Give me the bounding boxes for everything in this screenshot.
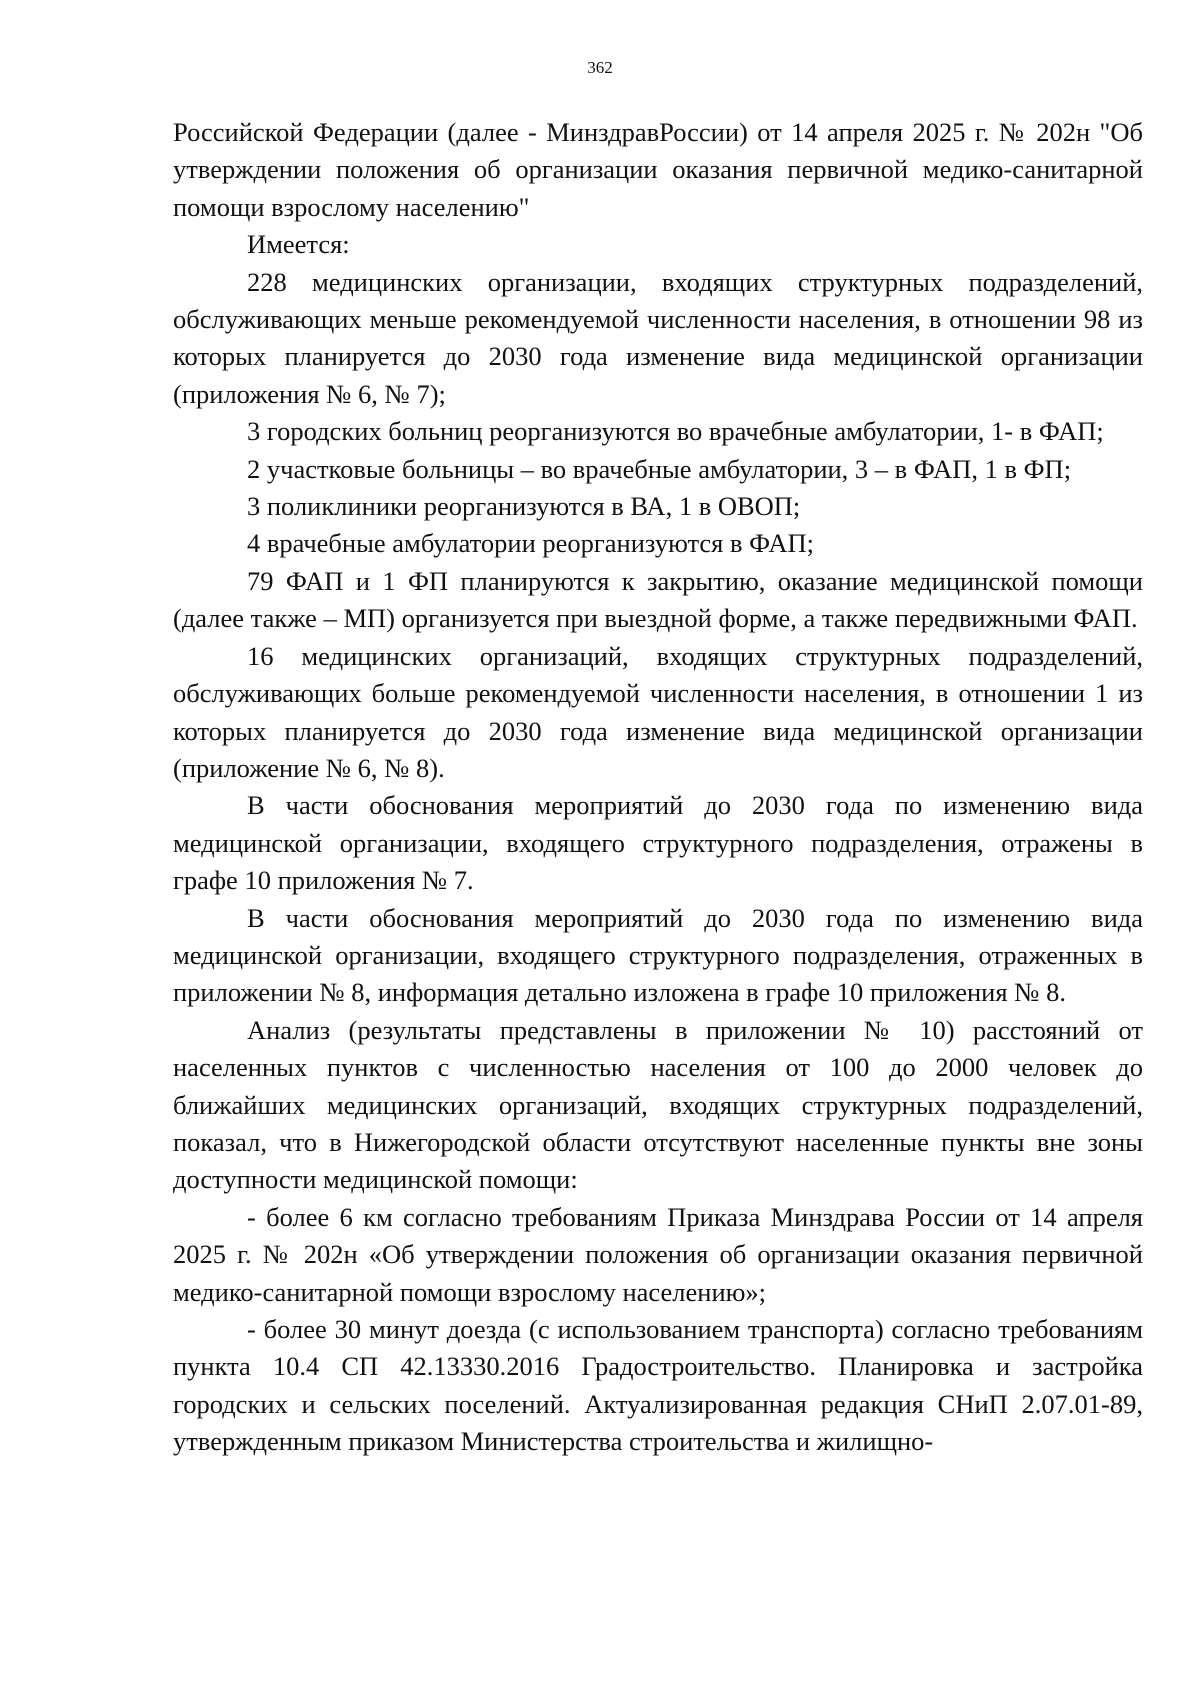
paragraph-justification-appendix-7: В части обоснования мероприятий до 2030 года по изменению вида медицинской организации, входящего структурного подразделения, отражены в графе 10 приложения № 7.: [173, 790, 1143, 896]
paragraph-fap-closure: 79 ФАП и 1 ФП планируются к закрытию, оказание медицинской помощи (далее также – МП) организуется при выездной форме, а также передвижными ФАП.: [173, 565, 1143, 634]
paragraph-heading-available: Имеется:: [247, 229, 350, 260]
paragraph-polyclinics: 3 поликлиники реорганизуются в ВА, 1 в ОВОП;: [247, 491, 801, 522]
paragraph-ambulatories: 4 врачебные амбулатории реорганизуются в ФАП;: [247, 528, 815, 559]
paragraph-228-organizations: 228 медицинских организации, входящих структурных подразделений, обслуживающих меньше рекомендуемой численности населения, в отношении 98 из которых планируется до 2030 года изменение вида медицинской организации (приложения № 6, № 7);: [173, 266, 1143, 409]
paragraph-district-hospitals: 2 участковые больницы – во врачебные амбулатории, 3 – в ФАП, 1 в ФП;: [247, 453, 1072, 484]
list-item-6km: - более 6 км согласно требованиям Приказа Минздрава России от 14 апреля 2025 г. № 202н «Об утверждении положения об организации оказания первичной медико-санитарной помощи взрослому населению»;: [173, 1201, 1143, 1307]
document-body: [173, 114, 1143, 1461]
paragraph-justification-appendix-8: В части обоснования мероприятий до 2030 года по изменению вида медицинской организации, входящего структурного подразделения, отраженных в приложении № 8, информация детально изложена в графе 10 приложения № 8.: [173, 902, 1143, 1008]
list-item-30-minutes: - более 30 минут доезда (с использованием транспорта) согласно требованиям пункта 10.4 СП 42.13330.2016 Градостроительство. Планировка и застройка городских и сельских поселений. Актуализированная редакция СНиП 2.07.01-89, утвержденным приказом Министерства строительства и жилищно-: [173, 1314, 1143, 1457]
paragraph-continuation: Российской Федерации (далее - МинздравРоссии) от 14 апреля 2025 г. № 202н "Об утверждении положения об организации оказания первичной медико-санитарной помощи взрослому населению": [173, 117, 1143, 222]
paragraph-city-hospitals: 3 городских больниц реорганизуются во врачебные амбулатории, 1- в ФАП;: [247, 416, 1104, 447]
paragraph-distance-analysis: Анализ (результаты представлены в приложении № 10) расстояний от населенных пунктов с численностью населения от 100 до 2000 человек до ближайших медицинских организаций, входящих структурных подразделений, показал, что в Нижегородской области отсутствуют населенные пункты вне зоны доступности медицинской помощи:: [173, 1014, 1143, 1195]
page-number: 362: [587, 58, 613, 77]
paragraph-16-organizations: 16 медицинских организаций, входящих структурных подразделений, обслуживающих больше рекомендуемой численности населения, в отношении 1 из которых планируется до 2030 года изменение вида медицинской организации (приложение № 6, № 8).: [173, 640, 1143, 783]
